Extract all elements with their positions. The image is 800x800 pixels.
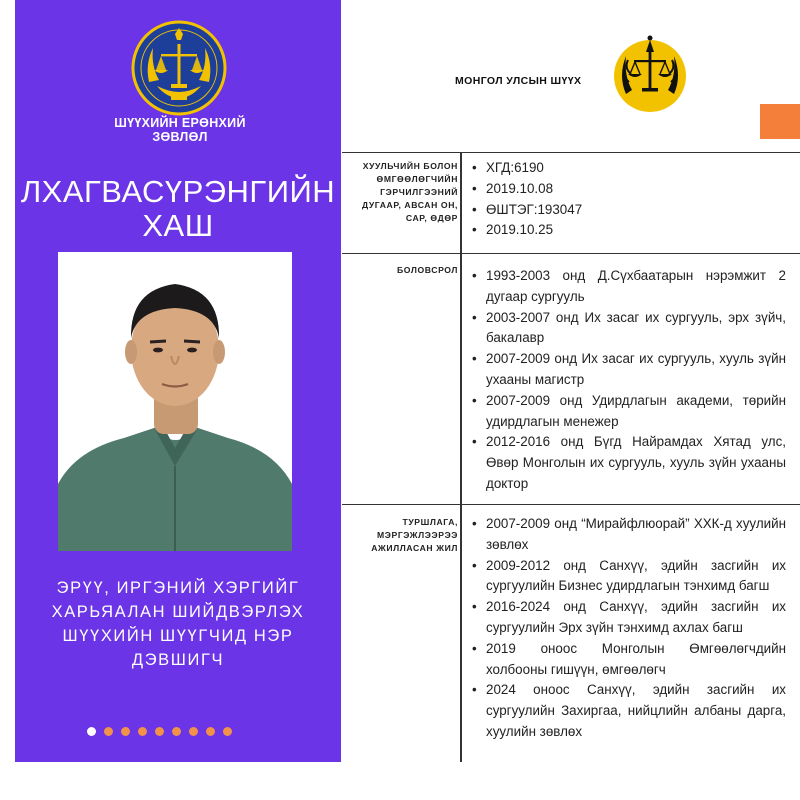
judicial-council-logo bbox=[131, 20, 227, 116]
carousel-dot[interactable] bbox=[138, 727, 147, 736]
carousel-dot[interactable] bbox=[155, 727, 164, 736]
nomination-statement: ЭРҮҮ, ИРГЭНИЙ ХЭРГИЙГ ХАРЬЯАЛАН ШИЙДВЭРЛЭХ ШҮҮХИЙН ШҮҮГЧИД НЭР ДЭВШИГЧ bbox=[51, 579, 305, 669]
carousel-dot[interactable] bbox=[121, 727, 130, 736]
experience-list bbox=[470, 514, 786, 743]
list-item: • 2007-2009 онд Их засаг их сургууль, хууль зүйн ухааны магистр bbox=[470, 349, 786, 391]
list-item: • 1993-2003 онд Д.Сүхбаатарын нэрэмжит 2 дугаар сургууль bbox=[470, 266, 786, 308]
section-label-education: БОЛОВСРОЛ bbox=[397, 265, 458, 275]
table-divider bbox=[342, 504, 800, 505]
table-divider bbox=[342, 253, 800, 254]
carousel-indicator[interactable] bbox=[87, 727, 232, 737]
org-name: ШҮҮХИЙН ЕРӨНХИЙ ЗӨВЛӨЛ bbox=[114, 116, 246, 144]
list-item: • ӨШТЭГ:193047 bbox=[470, 200, 786, 221]
list-item: • 2012-2016 онд Бүгд Найрамдах Хятад улс, Өвөр Монголын их сургууль, хууль зүйн ухааны доктор bbox=[470, 432, 786, 494]
carousel-dot[interactable] bbox=[87, 727, 96, 736]
list-item: • 2024 оноос Санхүү, эдийн засгийн их сургуулийн Захиргаа, нийцлийн албаны дарга, хуулийн зөвлөх bbox=[470, 680, 786, 742]
section-label-experience: ТУРШЛАГА, МЭРГЭЖЛЭЭРЭЭ АЖИЛЛАСАН ЖИЛ bbox=[371, 517, 458, 553]
person-name: ЛХАГВАСҮРЭНГИЙН ХАШ bbox=[20, 174, 336, 243]
carousel-dot[interactable] bbox=[223, 727, 232, 736]
candidate-portrait bbox=[58, 252, 292, 551]
carousel-dot[interactable] bbox=[104, 727, 113, 736]
list-item: • 2019.10.25 bbox=[470, 220, 786, 241]
list-item: • 2019.10.08 bbox=[470, 179, 786, 200]
carousel-dot[interactable] bbox=[172, 727, 181, 736]
section-label-certificate: ХУУЛЬЧИЙН БОЛОН ӨМГӨӨЛӨГЧИЙН ГЭРЧИЛГЭЭНИЙ ДУГААР, АВСАН ОН, САР, ӨДӨР bbox=[362, 161, 458, 223]
carousel-dot[interactable] bbox=[206, 727, 215, 736]
carousel-dot[interactable] bbox=[189, 727, 198, 736]
list-item: • 2016-2024 онд Санхүү, эдийн засгийн их сургуулийн Эрх зүйн тэнхимд ахлах багш bbox=[470, 597, 786, 639]
list-item: • 2019 оноос Монголын Өмгөөлөгчдийн холбооны гишүүн, өмгөөлөгч bbox=[470, 639, 786, 681]
court-title: МОНГОЛ УЛСЫН ШҮҮХ bbox=[455, 75, 582, 87]
list-item: • 2007-2009 онд Удирдлагын академи, төрийн удирдлагын менежер bbox=[470, 391, 786, 433]
court-emblem-icon bbox=[612, 30, 688, 114]
list-item: • 2007-2009 онд “Мирайфлюорай” ХХК-д хуулийн зөвлөх bbox=[470, 514, 786, 556]
certificate-list bbox=[470, 158, 786, 241]
accent-block bbox=[760, 104, 800, 139]
list-item: • ХГД:6190 bbox=[470, 158, 786, 179]
table-column-divider bbox=[460, 152, 462, 762]
list-item: • 2003-2007 онд Их засаг их сургууль, эрх зүйч, бакалавр bbox=[470, 308, 786, 350]
list-item: • 2009-2012 онд Санхүү, эдийн засгийн их сургуулийн Бизнес удирдлагын тэнхимд багш bbox=[470, 556, 786, 598]
table-divider bbox=[342, 152, 800, 153]
education-list bbox=[470, 266, 786, 495]
